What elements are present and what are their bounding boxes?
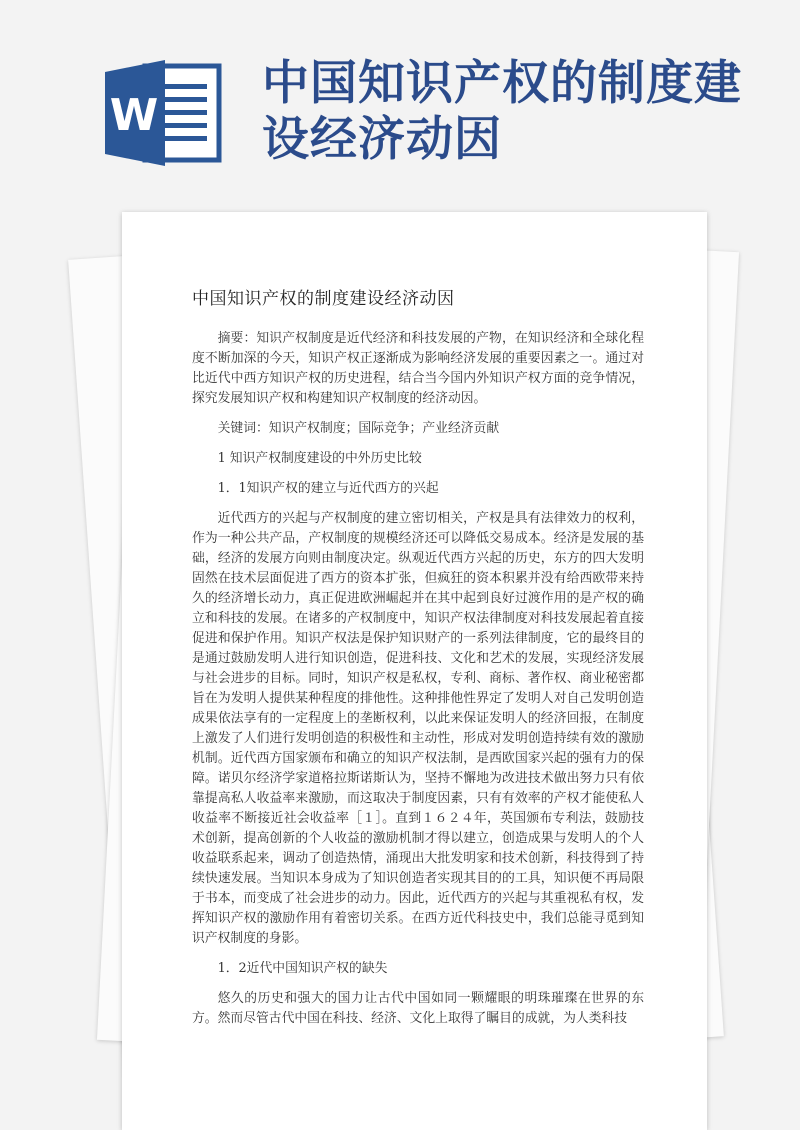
paragraph: 近代西方的兴起与产权制度的建立密切相关，产权是具有法律效力的权利，作为一种公共产品，产权制度的规模经济还可以降低交易成本。经济是发展的基础，经济的发展方向则由制度决定。纵观近代西方兴起的历史，东方的四大发明固然在技术层面促进了西方的资本扩张，但疯狂的资本积累并没有给西欧带来持久的经济增长动力，真正促进欧洲崛起并在其中起到良好过渡作用的是产权的确立和科技的发展。在诸多的产权制度中，知识产权法律制度对科技发展起着直接促进和保护作用。知识产权法是保护知识财产的一系列法律制度，它的最终目的是通过鼓励发明人进行知识创造，促进科技、文化和艺术的发展，实现经济发展与社会进步的目标。同时，知识产权是私权，专利、商标、著作权、商业秘密都旨在为发明人提供某种程度的排他性。这种排他性界定了发明人对自己发明创造成果依法享有的一定程度上的垄断权利，以此来保证发明人的经济回报，在制度上激发了人们进行发明创造的积极性和主动性，形成对发明创造持续有效的激励机制。近代西方国家颁布和确立的知识产权法制，是西欧国家兴起的强有力的保障。诺贝尔经济学家道格拉斯诺斯认为，坚持不懈地为改进技术做出努力只有依靠提高私人收益率来激励，而这取决于制度因素，只有有效率的产权才能使私人收益率不断接近社会收益率［１］。直到１６２４年，英国颁布专利法，鼓励技术创新，提高创新的个人收益的激励机制才得以建立，创造成果与发明人的个人收益联系起来，调动了创造热情，涌现出大批发明家和技术创新，科技得到了持续快速发展。当知识本身成为了知识创造者实现其目的的工具，知识便不再局限于书本，而变成了社会进步的动力。因此，近代西方的兴起与其重视私有权，发挥知识产权的激励作用有着密切关系。在西方近代科技史中，我们总能寻觅到知识产权制度的身影。 bbox=[192, 511, 644, 946]
document-title: 中国知识产权的制度建设经济动因 bbox=[192, 289, 455, 309]
section-heading: 1 知识产权制度建设的中外历史比较 bbox=[217, 451, 422, 466]
banner bbox=[0, 0, 800, 210]
svg-text:W: W bbox=[109, 90, 159, 141]
abstract: 摘要：知识产权制度是近代经济和科技发展的产物，在知识经济和全球化程度不断加深的今天，知识产权正逐渐成为影响经济发展的重要因素之一。通过对比近代中西方知识产权的历史进程，结合当今国内外知识产权方面的竞争情况，探究发展知识产权和构建知识产权制度的经济动因。 bbox=[192, 331, 644, 406]
document-page bbox=[122, 212, 707, 1130]
banner-title: 中国知识产权的制度建设经济动因 bbox=[262, 56, 742, 167]
paragraph: 悠久的历史和强大的国力让古代中国如同一颗耀眼的明珠璀璨在世界的东方。然而尽管古代中国在科技、经济、文化上取得了瞩目的成就，为人类科技 bbox=[192, 991, 644, 1026]
word-doc-icon bbox=[105, 58, 223, 168]
subsection-heading: 1．1知识产权的建立与近代西方的兴起 bbox=[217, 481, 439, 496]
keywords: 关键词：知识产权制度；国际竞争；产业经济贡献 bbox=[217, 421, 500, 436]
document-body bbox=[192, 329, 644, 1029]
subsection-heading: 1．2近代中国知识产权的缺失 bbox=[217, 961, 388, 976]
